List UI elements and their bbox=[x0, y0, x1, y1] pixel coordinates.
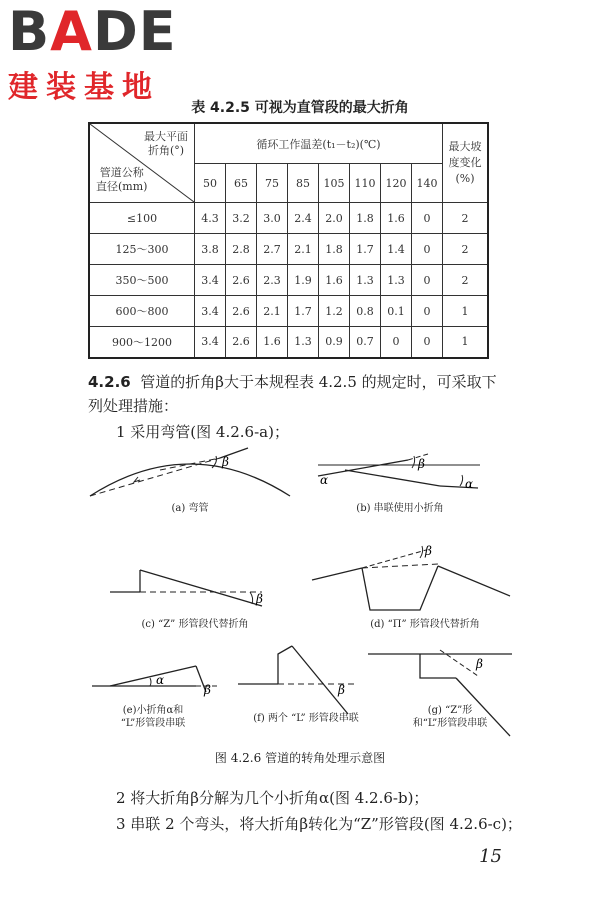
value-cell: 2.0 bbox=[319, 203, 350, 234]
fig-a-beta: β bbox=[222, 455, 229, 469]
fig-g-label: (g) “Z”形 和“L”形管段串联 bbox=[412, 705, 488, 729]
table-row bbox=[89, 327, 488, 358]
value-cell: 0.1 bbox=[381, 296, 412, 327]
max-angle-table bbox=[88, 122, 489, 359]
value-cell: 2.3 bbox=[257, 265, 288, 296]
temperature-header: 循环工作温差(t₁－t₂)(℃) bbox=[195, 123, 443, 164]
dn-cell: 350～500 bbox=[89, 265, 195, 296]
clause-number: 4.2.6 bbox=[88, 373, 131, 391]
fig-g-beta: β bbox=[476, 657, 483, 671]
value-cell: 1.8 bbox=[319, 234, 350, 265]
logo-wordmark: BADE bbox=[8, 0, 177, 63]
fig-c-z-shape bbox=[110, 570, 262, 606]
slope-cell: 1 bbox=[443, 327, 489, 358]
value-cell: 1.3 bbox=[350, 265, 381, 296]
dn-cell: 600～800 bbox=[89, 296, 195, 327]
value-cell: 2.6 bbox=[226, 265, 257, 296]
fig-e-alpha: α bbox=[156, 673, 165, 687]
value-cell: 4.3 bbox=[195, 203, 226, 234]
slope-cell: 2 bbox=[443, 265, 489, 296]
slope-cell: 2 bbox=[443, 203, 489, 234]
value-cell: 2.6 bbox=[226, 327, 257, 358]
value-cell: 0 bbox=[412, 265, 443, 296]
table-row bbox=[89, 296, 488, 327]
diagonal-header-cell bbox=[89, 123, 195, 203]
temp-cell: 120 bbox=[381, 164, 412, 203]
value-cell: 1.6 bbox=[319, 265, 350, 296]
value-cell: 1.9 bbox=[288, 265, 319, 296]
fig-b-label: (b) 串联使用小折角 bbox=[356, 503, 444, 514]
fig-a-label: (a) 弯管 bbox=[171, 503, 209, 514]
slope-header: 最大坡 度变化 (%) bbox=[443, 123, 489, 203]
clause-item-3: 3 串联 2 个弯头，将大折角β转化为“Z”形管段(图 4.2.6-c)； bbox=[116, 815, 522, 833]
value-cell: 0.8 bbox=[350, 296, 381, 327]
fig-b-alpha-2: α bbox=[465, 477, 474, 491]
value-cell: 3.4 bbox=[195, 296, 226, 327]
fig-c-beta: β bbox=[256, 592, 263, 606]
temp-cell: 65 bbox=[226, 164, 257, 203]
fig-d-beta: β bbox=[425, 544, 432, 558]
fig-f-beta: β bbox=[338, 683, 345, 697]
value-cell: 1.8 bbox=[350, 203, 381, 234]
value-cell: 3.4 bbox=[195, 327, 226, 358]
figure-caption: 图 4.2.6 管道的转角处理示意图 bbox=[214, 751, 386, 765]
temp-cell: 50 bbox=[195, 164, 226, 203]
dn-cell: 125～300 bbox=[89, 234, 195, 265]
value-cell: 0 bbox=[412, 327, 443, 358]
value-cell: 2.7 bbox=[257, 234, 288, 265]
clause-line-2: 列处理措施： bbox=[88, 397, 179, 415]
value-cell: 0 bbox=[412, 234, 443, 265]
angle-header: 最大平面 折角(°) bbox=[144, 130, 188, 157]
value-cell: 1.4 bbox=[381, 234, 412, 265]
value-cell: 1.7 bbox=[350, 234, 381, 265]
value-cell: 3.2 bbox=[226, 203, 257, 234]
table-row bbox=[89, 265, 488, 296]
value-cell: 2.1 bbox=[257, 296, 288, 327]
fig-f-two-l bbox=[238, 646, 356, 714]
value-cell: 1.2 bbox=[319, 296, 350, 327]
slope-cell: 1 bbox=[443, 296, 489, 327]
fig-d-label: (d) “П” 形管段代替折角 bbox=[370, 619, 480, 630]
value-cell: 2.1 bbox=[288, 234, 319, 265]
clause-item-1: 1 采用弯管(图 4.2.6-a)； bbox=[116, 423, 289, 441]
fig-b-small-angles bbox=[318, 454, 480, 488]
temp-cell: 110 bbox=[350, 164, 381, 203]
value-cell: 0 bbox=[412, 203, 443, 234]
temp-cell: 140 bbox=[412, 164, 443, 203]
fig-a-bend bbox=[90, 448, 290, 496]
value-cell: 2.6 bbox=[226, 296, 257, 327]
fig-e-label: (e)小折角α和 “L”形管段串联 bbox=[120, 705, 186, 729]
temp-cell: 85 bbox=[288, 164, 319, 203]
clause-item-2: 2 将大折角β分解为几个小折角α(图 4.2.6-b)； bbox=[116, 789, 429, 807]
fig-e-beta: β bbox=[204, 683, 211, 697]
fig-d-pi-shape bbox=[312, 546, 510, 610]
diameter-header: 管道公称 直径(mm) bbox=[96, 166, 148, 193]
value-cell: 1.3 bbox=[288, 327, 319, 358]
value-cell: 1.3 bbox=[381, 265, 412, 296]
fig-f-label: (f) 两个 “L” 形管段串联 bbox=[253, 713, 359, 724]
page-number: 15 bbox=[479, 846, 502, 867]
value-cell: 3.4 bbox=[195, 265, 226, 296]
dn-cell: 900～1200 bbox=[89, 327, 195, 358]
value-cell: 1.7 bbox=[288, 296, 319, 327]
fig-c-label: (c) “Z” 形管段代替折角 bbox=[141, 619, 249, 630]
value-cell: 3.0 bbox=[257, 203, 288, 234]
value-cell: 0.7 bbox=[350, 327, 381, 358]
slope-cell: 2 bbox=[443, 234, 489, 265]
dn-cell: ≤100 bbox=[89, 203, 195, 234]
value-cell: 2.8 bbox=[226, 234, 257, 265]
table-row bbox=[89, 234, 488, 265]
clause-line-1: 4.2.6 管道的折角β大于本规程表 4.2.5 的规定时，可采取下 bbox=[88, 373, 497, 391]
fig-b-alpha: α bbox=[320, 473, 329, 487]
value-cell: 2.4 bbox=[288, 203, 319, 234]
value-cell: 1.6 bbox=[381, 203, 412, 234]
value-cell: 0.9 bbox=[319, 327, 350, 358]
value-cell: 1.6 bbox=[257, 327, 288, 358]
temp-cell: 105 bbox=[319, 164, 350, 203]
table-row bbox=[89, 203, 488, 234]
logo-subtitle: 建装基地 bbox=[8, 70, 160, 105]
temp-cell: 75 bbox=[257, 164, 288, 203]
value-cell: 0 bbox=[412, 296, 443, 327]
value-cell: 0 bbox=[381, 327, 412, 358]
table-caption: 表 4.2.5 可视为直管段的最大折角 bbox=[191, 100, 409, 116]
fig-b-beta: β bbox=[418, 457, 425, 471]
value-cell: 3.8 bbox=[195, 234, 226, 265]
logo bbox=[8, 0, 188, 106]
